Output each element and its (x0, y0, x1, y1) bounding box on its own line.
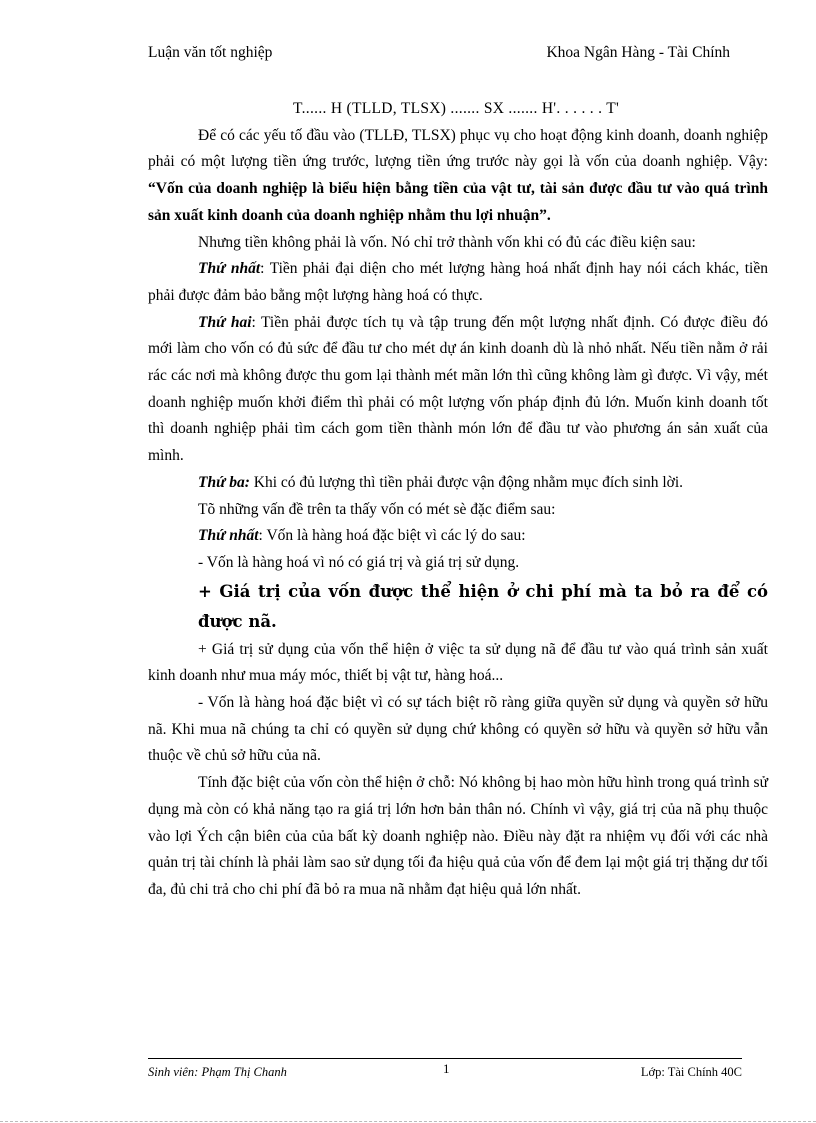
paragraph-money-not-capital: Nhưng tiền không phải là vốn. Nó chỉ trở thành vốn khi có đủ các điều kiện sau: (198, 233, 696, 251)
condition-label: Thứ nhất (198, 260, 261, 278)
condition-label: Thứ hai (198, 313, 252, 331)
header-thesis-label: Luận văn tốt nghiệp (148, 44, 273, 61)
list-item-capital-is-commodity: - Vốn là hàng hoá vì nó có giá trị và giá trị sử dụng. (198, 553, 520, 571)
paragraph-capital-definition (148, 123, 768, 230)
paragraph-text: Để có các yếu tố đầu vào (TLLĐ, TLSX) phục vụ cho hoạt động kinh doanh, doanh nghiệp phải có một lượng tiền ứng trước, lượng tiền ứng trước này gọi là vốn của doanh nghiệp. Vậy: (148, 126, 768, 171)
footer-student-name: Sinh viên: Phạm Thị Chanh (148, 1065, 287, 1079)
paragraph-text: Khi có đủ lượng thì tiền phải được vận động nhằm mục đích sinh lời. (249, 473, 684, 491)
page-header (148, 44, 730, 68)
list-item-capital-value: + Giá trị của vốn được thể hiện ở chi phí mà ta bỏ ra để có được nã. (198, 581, 768, 631)
paragraph-condition-second (148, 310, 768, 470)
paragraph-text: : Vốn là hàng hoá đặc biệt vì các lý do sau: (258, 527, 526, 545)
paragraph-characteristics-intro: Tõ những vấn đề trên ta thấy vốn có mét sè đặc điểm sau: (198, 500, 556, 518)
paragraph-condition-first (148, 256, 768, 309)
list-item-capital-special-commodity: - Vốn là hàng hoá đặc biệt vì có sự tách biệt rõ ràng giữa quyền sử dụng và quyền sở hữu nã. Khi mua nã chúng ta chỉ có quyền sử dụng chứ không có quyền sở hữu và quyền sở hữu vẫn thuộc về chủ sở hữu của nã. (148, 694, 768, 765)
list-item-capital-use-value: + Giá trị sử dụng của vốn thể hiện ở việc ta sử dụng nã để đầu tư vào quá trình sản xuất kinh doanh như mua máy móc, thiết bị vật tư, hàng hoá... (148, 640, 768, 685)
characteristic-label: Thứ nhất (198, 527, 259, 545)
header-faculty-label: Khoa Ngân Hàng - Tài Chính (546, 44, 730, 61)
paragraph-condition-third (148, 470, 768, 497)
document-body (148, 96, 768, 904)
page-edge-divider (0, 1121, 816, 1122)
condition-label: Thứ ba: (198, 473, 250, 491)
paragraph-capital-specialty: Tính đặc biệt của vốn còn thể hiện ở chỗ: Nó không bị hao mòn hữu hình trong quá trình sử dụng mà còn có khả năng tạo ra giá trị lớn hơn bản thân nó. Chính vì vậy, giá trị của nã phụ thuộc vào lợi Ých cận biên của của bất kỳ doanh nghiệp nào. Điều này đặt ra nhiệm vụ đối với các nhà quản trị tài chính là phải làm sao sử dụng tối đa hiệu quả của vốn để đem lại một giá trị thặng dư tối đa, đủ chi trả cho chi phí đã bỏ ra mua nã nhằm đạt hiệu quả lớn nhất. (148, 774, 768, 898)
page-footer (148, 1058, 742, 1079)
capital-definition-quote: “Vốn của doanh nghiệp là biểu hiện bằng tiền của vật tư, tài sản được đầu tư vào quá trình sản xuất kinh doanh của doanh nghiệp nhằm thu lợi nhuận”. (148, 180, 768, 224)
footer-class-label: Lớp: Tài Chính 40C (640, 1065, 742, 1079)
footer-page-number: 1 (443, 1061, 450, 1076)
paragraph-characteristic-first (148, 523, 768, 550)
capital-circulation-formula: T...... H (TLLD, TLSX) ....... SX ....... H'. . . . . . T' (293, 100, 620, 117)
paragraph-text: : Tiền phải được tích tụ và tập trung đến một lượng nhất định. Có được điều đó mới làm cho vốn có đủ sức để đầu tư cho mét dự án kinh doanh dù là nhỏ nhất. Nếu tiền nằm ở rải rác các nơi mà không được thu gom lại thành mét mãn lớn thì cũng không làm gì được. Vì vậy, mét doanh nghiệp muốn khởi điểm thì phải có một lượng vốn pháp định đủ lớn. Muốn kinh doanh tốt thì doanh nghiệp phải tìm cách gom tiền thành món lớn để đầu tư vào phương án sản xuất của mình. (148, 313, 768, 465)
paragraph-text: : Tiền phải đại diện cho mét lượng hàng hoá nhất định hay nói cách khác, tiền phải được đảm bảo bằng một lượng hàng hoá có thực. (148, 260, 768, 304)
